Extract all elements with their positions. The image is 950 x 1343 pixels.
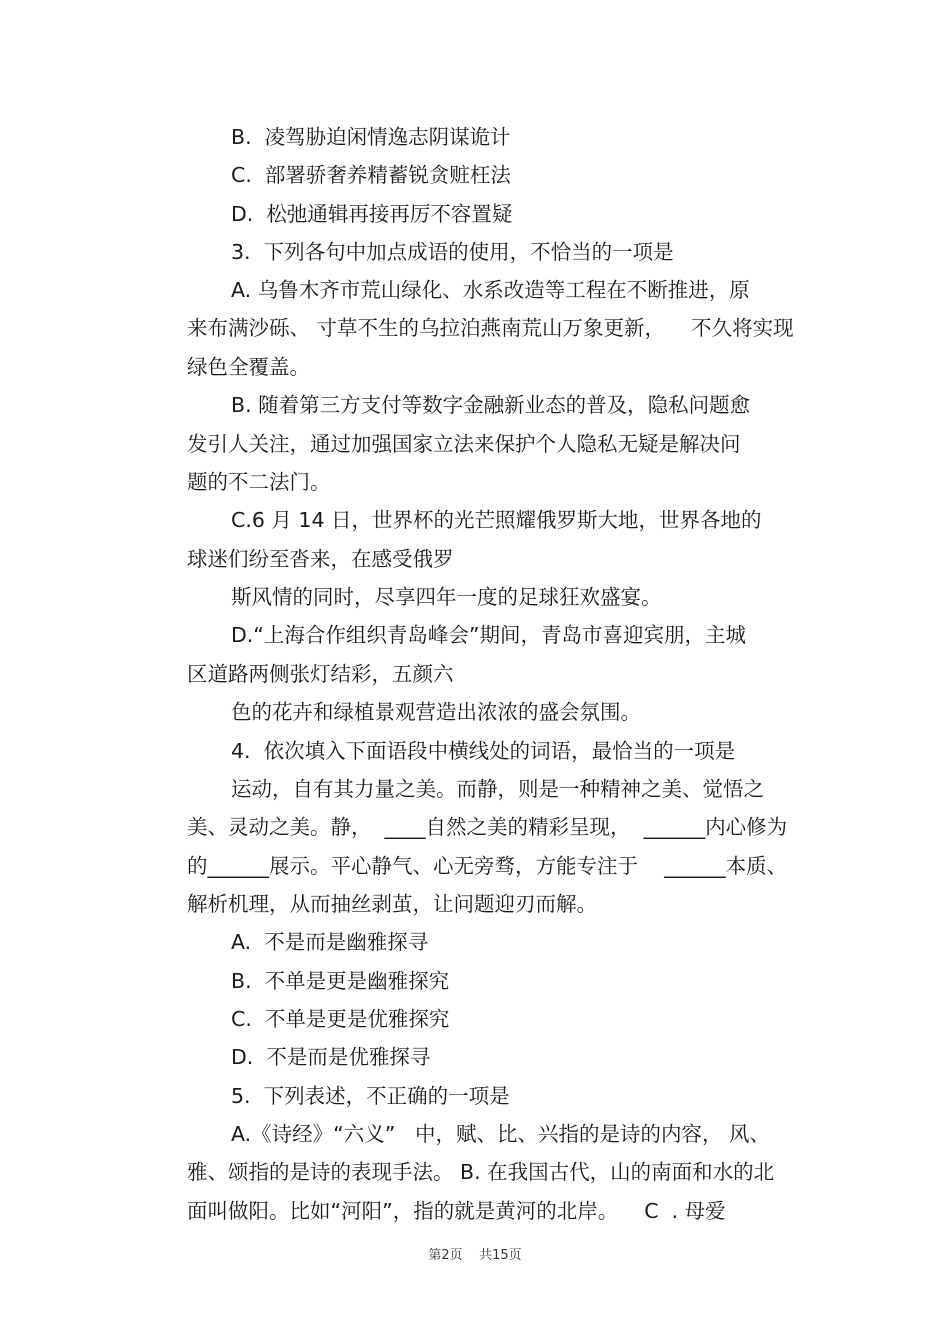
q5-text-line-1: A.《诗经》“六义” 中，赋、比、兴指的是诗的内容， 风、	[231, 1122, 770, 1146]
q5-text-line-3: 面叫做阳。比如“河阳”，指的就是黄河的北岸。 C . 母爱	[187, 1199, 726, 1223]
q4-passage-line-2: 美、灵动之美。静， ____自然之美的精彩呈现， ______内心修为	[187, 815, 788, 839]
q3-option-c-line-1: C.6 月 14 日，世界杯的光芒照耀俄罗斯大地，世界各地的	[231, 508, 762, 532]
page-footer: 第2页 共15页	[428, 1248, 522, 1263]
q3-option-c-line-3: 斯风情的同时，尽享四年一度的足球狂欢盛宴。	[231, 585, 662, 609]
q3-option-b-line-1: B. 随着第三方支付等数字金融新业态的普及，隐私问题愈	[231, 393, 751, 417]
q3-option-c-line-2: 球迷们纷至沓来，在感受俄罗	[187, 547, 454, 571]
q3-option-d-line-3: 色的花卉和绿植景观营造出浓浓的盛会氛围。	[231, 700, 641, 724]
q4-option-c: C. 不单是更是优雅探究	[231, 1007, 450, 1031]
q3-option-a-line-1: A. 乌鲁木齐市荒山绿化、水系改造等工程在不断推进，原	[231, 278, 750, 302]
q4-passage-line-4: 解析机理，从而抽丝剥茧，让问题迎刃而解。	[187, 892, 597, 916]
q4-passage-line-1: 运动，自有其力量之美。而静，则是一种精神之美、觉悟之	[231, 777, 764, 801]
question-4-stem: 4. 依次填入下面语段中横线处的词语，最恰当的一项是	[231, 739, 736, 763]
q4-option-b: B. 不单是更是幽雅探究	[231, 969, 450, 993]
q4-option-a: A. 不是而是幽雅探寻	[231, 930, 429, 954]
option-c-line: C. 部署骄奢养精蓄锐贪赃枉法	[231, 163, 511, 187]
q4-option-d: D. 不是而是优雅探寻	[231, 1045, 431, 1069]
q4-passage-line-3: 的______展示。平心静气、心无旁骛，方能专注于 ______本质、	[187, 854, 788, 878]
option-b-line: B. 凌驾胁迫闲情逸志阴谋诡计	[231, 125, 511, 149]
question-5-stem: 5. 下列表述，不正确的一项是	[231, 1084, 510, 1108]
q3-option-a-line-3: 绿色全覆盖。	[187, 355, 310, 379]
q3-option-b-line-3: 题的不二法门。	[187, 470, 331, 494]
question-3-stem: 3. 下列各句中加点成语的使用，不恰当的一项是	[231, 240, 674, 264]
option-d-line: D. 松弛通辑再接再厉不容置疑	[231, 202, 513, 226]
q5-text-line-2: 雅、颂指的是诗的表现手法。 B. 在我国古代，山的南面和水的北	[187, 1160, 775, 1184]
q3-option-d-line-1: D.“上海合作组织青岛峰会”期间，青岛市喜迎宾朋，主城	[231, 623, 747, 647]
q3-option-b-line-2: 发引人关注，通过加强国家立法来保护个人隐私无疑是解决问	[187, 432, 741, 456]
q3-option-a-line-2: 来布满沙砾、 寸草不生的乌拉泊燕南荒山万象更新， 不久将实现	[187, 316, 794, 340]
q3-option-d-line-2: 区道路两侧张灯结彩，五颜六	[187, 662, 454, 686]
